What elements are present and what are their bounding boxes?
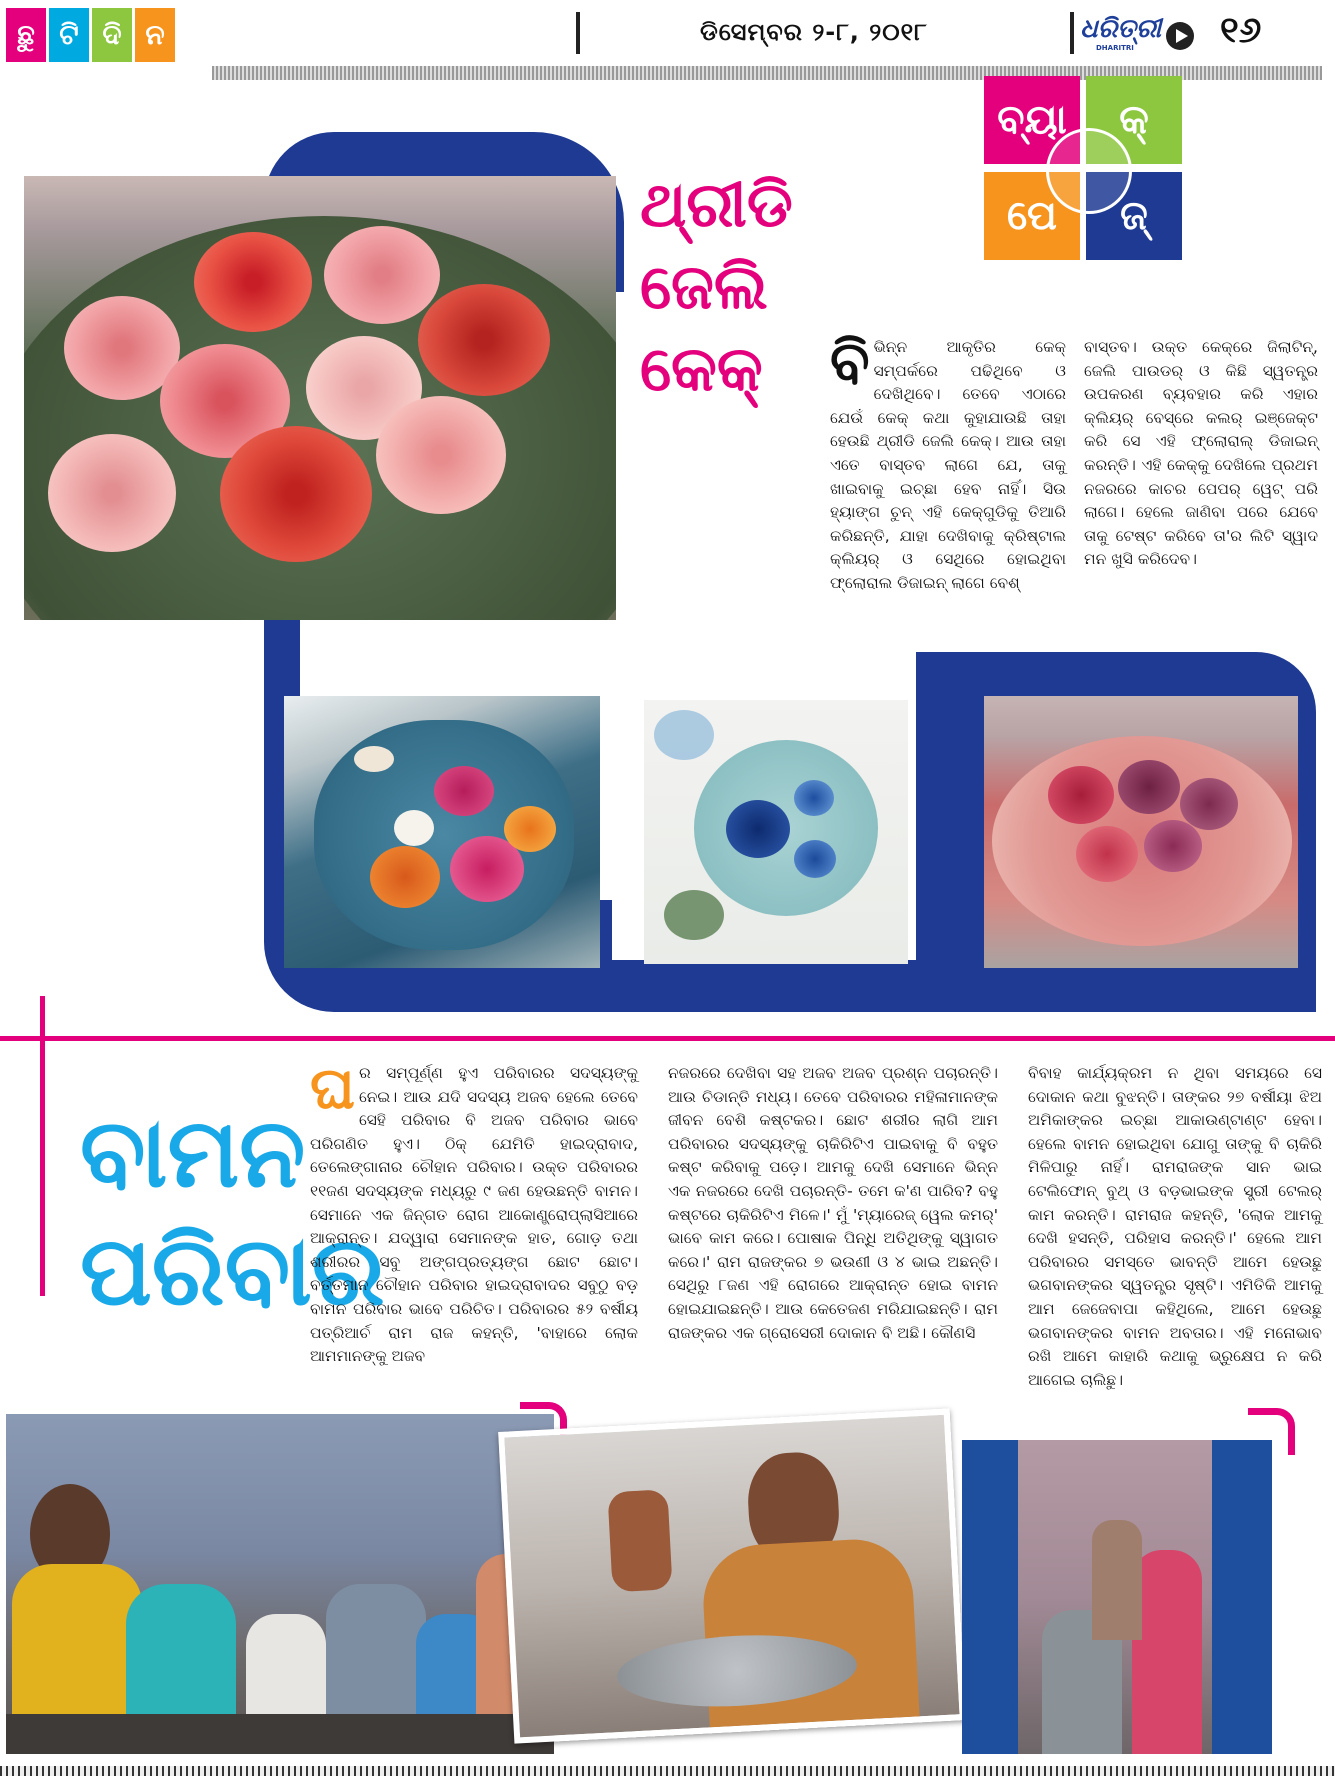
footer-stripe xyxy=(0,1766,1335,1776)
flower xyxy=(370,846,440,908)
flower xyxy=(654,710,714,760)
article2-column-1 xyxy=(310,1054,638,1369)
headline-line: ପରିବାର xyxy=(80,1215,385,1327)
masthead xyxy=(6,8,175,62)
person xyxy=(1092,1520,1142,1640)
headline-line: ବାମନ xyxy=(80,1097,306,1209)
dropcap: ବି xyxy=(830,328,870,396)
backpage-badge xyxy=(984,76,1190,266)
body-text: ଭିନ୍ନ ଆକୃତିର କେକ୍ ସମ୍ପର୍କରେ ପଢିଥିବେ ଓ ଦେଖିଥିବେ। ତେବେ ଏଠାରେ ଯେଉଁ କେକ୍ କଥା କୁହାଯାଉଛି ତାହା ହେଉଛି ଥ୍ରୀଡି ଜେଲି କେକ୍। ଆଉ ତାହା ଏତେ ବାସ୍ତବ ଲାଗେ ଯେ, ତାକୁ ଖାଇବାକୁ ଇଚ୍ଛା ହେବ ନାହିଁ। ସିଉ ହ୍ୟାଙ୍ଗ ଚୁନ୍ ଏହି କେକ୍‌ଗୁଡିକୁ ତିଆରି କରିଛନ୍ତି, ଯାହା ଦେଖିବାକୁ କ୍ରିଷ୍ଟାଲ କ୍ଲିୟର୍ ଓ ସେଥିରେ ହୋଇଥିବା ଫ୍ଲୋରାଲ ଡିଜାଇନ୍ ଲାଗେ ବେଶ୍ xyxy=(830,338,1066,592)
headline-line: ଜେଲି xyxy=(640,250,768,323)
family-doorway-photo xyxy=(962,1440,1272,1754)
flower xyxy=(794,840,836,878)
flower xyxy=(394,810,434,846)
woman-cooking-photo xyxy=(498,1408,966,1743)
leaf xyxy=(664,890,724,940)
flower xyxy=(1076,826,1138,882)
flower xyxy=(794,780,834,816)
dropcap: ଘ xyxy=(310,1054,355,1122)
article1-column-2: ବାସ୍ତବ। ଉକ୍ତ କେକ୍‌ରେ ଜିଲାଟିନ୍, ଜେଲି ପାଉଡର୍ ଓ କିଛି ସ୍ୱତନ୍ତ୍ର ଉପକରଣ ବ୍ୟବହାର କରି ଏହାର କ୍ଲିୟର୍ ବେସ୍‌ରେ କଲର୍ ଇଞ୍ଜେକ୍ଟ କରି ସେ ଏହି ଫ୍ଲୋରାଲ୍ ଡିଜାଇନ୍ କରନ୍ତି। ଏହି କେକ୍‌କୁ ଦେଖିଲେ ପ୍ରଥମ ନଜରରେ କାଚର ପେପର୍ ୱେଟ୍ ପରି ଲାଗେ। ହେଲେ ଜାଣିବା ପରେ ଯେବେ ତାକୁ ଟେଷ୍ଟ କରିବେ ତା'ର ଲିଟି ସ୍ୱାଦ ମନ ଖୁସି କରିଦେବ। xyxy=(1084,338,1318,569)
masthead-letter: ଛୁ xyxy=(6,8,46,62)
badge-tile: ବ୍ୟା xyxy=(984,76,1080,164)
flower xyxy=(726,800,790,858)
flower xyxy=(504,806,556,852)
koi-fish xyxy=(354,746,394,772)
rose xyxy=(376,396,506,514)
play-icon xyxy=(1166,22,1194,50)
masthead-letter: ଦି xyxy=(92,8,132,62)
masthead-letter: ଟି xyxy=(49,8,89,62)
body-text: ର ସମ୍ପୂର୍ଣ୍ଣ ହୁଏ ପରିବାରର ସଦସ୍ୟଙ୍କୁ ନେଇ। ଆଉ ଯଦି ସଦସ୍ୟ ଅଜବ ହେଲେ ତେବେ ସେହି ପରିବାର ବି ଅଜବ ପରିବାର ଭାବେ ପରିଗଣିତ ହୁଏ। ଠିକ୍ ଯେମିତି ହାଇଦ୍ରାବାଦ, ତେଲେଙ୍ଗାନାର ଚୌହାନ ପରିବାର। ଉକ୍ତ ପରିବାରର ୧୧ଜଣ ସଦସ୍ୟଙ୍କ ମଧ୍ୟରୁ ୯ ଜଣ ହେଉଛନ୍ତି ବାମନ। ସେମାନେ ଏକ ଜିନ୍‌ଗତ ରୋଗ ଆକୋଣ୍ଡ୍ରୋପ୍ଲାସିଆରେ ଆକ୍ରାନ୍ତ। ଯଦ୍ୱାରା ସେମାନଙ୍କ ହାତ, ଗୋଡ଼ ତଥା ଶରୀରର ସବୁ ଅଙ୍ଗପ୍ରତ୍ୟଙ୍ଗ ଛୋଟ ଛୋଟ। ବର୍ତ୍ତମାନ ଚୌହାନ ପରିବାର ହାଇଦ୍ରାବାଦର ସବୁଠୁ ବଡ଼ ବାମନ ପରିବାର ଭାବେ ପରିଚିତ। ପରିବାରର ୫୨ ବର୍ଷୀୟ ପତ୍ରିଆର୍ଚ ରାମ ରାଜ କହନ୍ତି, 'ବାହାରେ ଲୋକ ଆମମାନଙ୍କୁ ଅଜବ xyxy=(310,1064,638,1366)
headline-line: କେକ୍ xyxy=(640,332,763,405)
flower xyxy=(1118,760,1180,814)
headline-3d-jelly-cake xyxy=(640,164,840,410)
door xyxy=(1212,1440,1272,1754)
badge-tile: ଜ୍ xyxy=(1086,172,1182,260)
headline-line: ଥ୍ରୀଡି xyxy=(640,168,793,241)
person xyxy=(1132,1550,1202,1754)
headline-dwarf-family xyxy=(80,1094,385,1330)
article2-column-2: ନଜରରେ ଦେଖିବା ସହ ଅଜବ ଅଜବ ପ୍ରଶ୍ନ ପଚାରନ୍ତି। ଆଉ ଚିଡାନ୍ତି ମଧ୍ୟ। ତେବେ ପରିବାରର ମହିଳାମାନଙ୍କ ଜୀବନ ବେଶି କଷ୍ଟକର। ଛୋଟ ଶରୀର ଲାଗି ଆମ ପରିବାରର ସଦସ୍ୟଙ୍କୁ ଚାକିରିଟିଏ ପାଇବାକୁ ବି ବହୁତ କଷ୍ଟ କରିବାକୁ ପଡ଼େ। ଆମକୁ ଦେଖି ସେମାନେ ଭିନ୍ନ ଏକ ନଜରରେ ଦେଖି ପଚାରନ୍ତି- ତମେ କ'ଣ ପାରିବ? ବହୁ କଷ୍ଟରେ ଚାକିରିଟିଏ ମିଳେ।' ମୁଁ 'ମ୍ୟାରେଜ୍ ୱେଲ କମର୍' ଭାବେ କାମ କରେ। ପୋଷାକ ପିନ୍ଧି ଅତିଥିଙ୍କୁ ସ୍ୱାଗତ କରେ।' ରାମ ରାଜଙ୍କର ୭ ଭଉଣୀ ଓ ୪ ଭାଇ ଅଛନ୍ତି। ସେଥିରୁ ୮ଜଣ ଏହି ରୋଗରେ ଆକ୍ରାନ୍ତ ହୋଇ ବାମନ ହୋଇଯାଇଛନ୍ତି। ଆଉ କେତେଜଣ ମରିଯାଇଛନ୍ତି। ରାମ ରାଜଙ୍କର ଏକ ଗ୍ରୋସେରୀ ଦୋକାନ ବି ଅଛି। କୌଣସି xyxy=(668,1064,998,1342)
section-divider xyxy=(40,996,45,1296)
page-number: ୧୬ xyxy=(1220,10,1262,51)
cake-photo-roses xyxy=(24,176,616,620)
flower xyxy=(1048,766,1114,824)
rose xyxy=(220,426,372,562)
flower xyxy=(1144,820,1202,872)
masthead-letter: ନ xyxy=(135,8,175,62)
door xyxy=(962,1440,1018,1754)
badge-ring xyxy=(1046,128,1132,214)
badge-tile: କ୍ xyxy=(1086,76,1182,164)
section-divider xyxy=(0,1036,1335,1041)
cake-photo-koi xyxy=(284,696,600,968)
article1-column-1 xyxy=(830,328,1066,596)
rose xyxy=(324,226,440,324)
flower xyxy=(434,766,494,816)
cake-photo-pink xyxy=(984,696,1298,968)
divider xyxy=(576,12,580,54)
article2-column-3: ବିବାହ କାର୍ଯ୍ୟକ୍ରମ ନ ଥିବା ସମୟରେ ସେ ଦୋକାନ କଥା ବୁଝନ୍ତି। ତାଙ୍କର ୨୭ ବର୍ଷୀୟା ଝିଅ ଅମିକାଙ୍କର ଇଚ୍ଛା ଆକାଉଣ୍ଟାଣ୍ଟ ହେବା। ହେଲେ ବାମନ ହୋଇଥିବା ଯୋଗୁ ତାଙ୍କୁ ବି ଚାକିରି ମିଳିପାରୁ ନାହିଁ। ରାମରାଜଙ୍କ ସାନ ଭାଇ ଟେଲିଫୋନ୍ ବୁଥ୍ ଓ ବଡ଼ଭାଇଙ୍କ ସ୍ତ୍ରୀ ଟେଲର୍ କାମ କରନ୍ତି। ରାମରାଜ କହନ୍ତି, 'ଲୋକ ଆମକୁ ଦେଖି ହସନ୍ତି, ପରିହାସ କରନ୍ତି।' ହେଲେ ଆମ ପରିବାରର ସମସ୍ତେ ଭାବନ୍ତି ଆମେ ହେଉଛୁ ଭଗବାନଙ୍କର ସ୍ୱତନ୍ତ୍ର ସୃଷ୍ଟି। ଏମିତିକି ଆମକୁ ଆମ ଜେଜେବାପା କହିଥିଲେ, ଆମେ ହେଉଛୁ ଭଗବାନଙ୍କର ବାମନ ଅବତାର। ଏହି ମନୋଭାବ ରଖି ଆମେ କାହାରି କଥାକୁ ଭ୍ରୁକ୍ଷେପ ନ କରି ଆଗେଇ ଚାଲିଛୁ। xyxy=(1028,1064,1322,1389)
rose xyxy=(48,434,176,552)
issue-date: ଡିସେମ୍ବର ୨-୮, ୨୦୧୮ xyxy=(700,18,928,46)
rose xyxy=(418,284,550,396)
gas-cylinder xyxy=(607,1489,672,1592)
flower xyxy=(1180,778,1238,830)
floor xyxy=(6,1714,554,1754)
family-group-photo xyxy=(6,1414,554,1754)
rose xyxy=(194,232,312,332)
cake-photo-blue xyxy=(644,700,908,964)
badge-tile: ପେ xyxy=(984,172,1080,260)
newspaper-logo: ଧରିତ୍ରୀ xyxy=(1080,14,1162,44)
divider xyxy=(1070,12,1074,54)
logo-subtitle: DHARITRI xyxy=(1096,44,1134,52)
